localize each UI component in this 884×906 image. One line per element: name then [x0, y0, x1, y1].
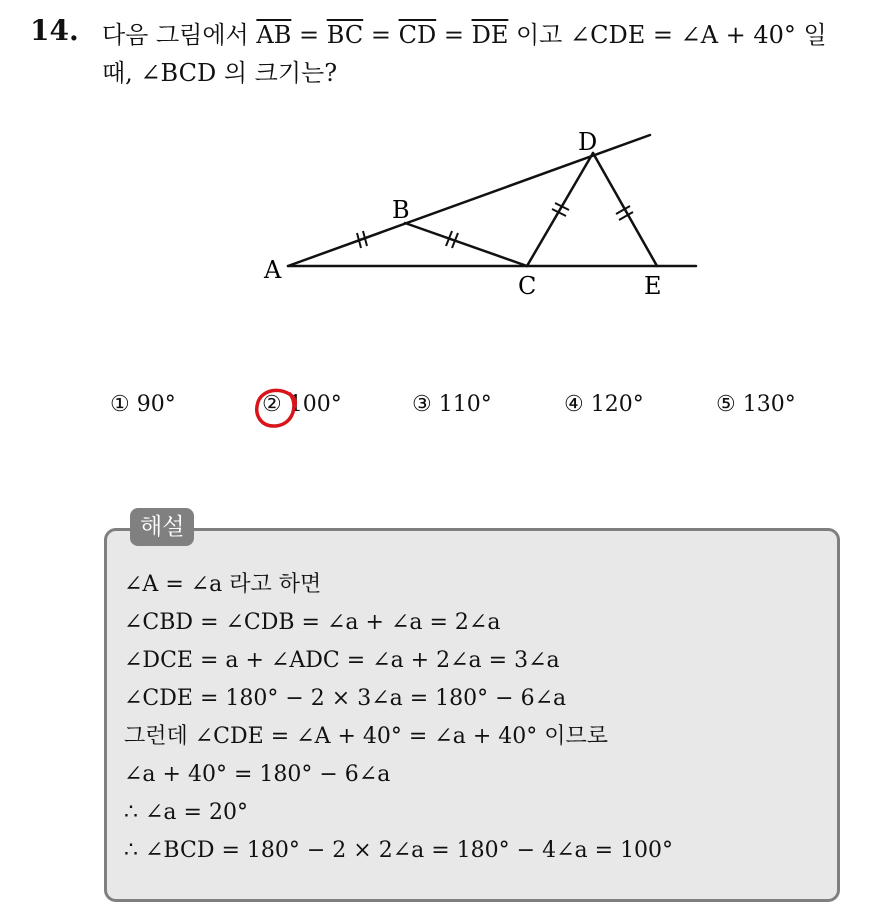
- question-text-before: 다음 그림에서: [102, 21, 249, 49]
- solution-line-4: ∠CDE = 180° − 2 × 3∠a = 180° − 6∠a: [124, 686, 567, 711]
- choice-3[interactable]: [412, 392, 492, 417]
- equals-sign: =: [298, 21, 320, 49]
- choice-1-value: 90°: [136, 392, 176, 417]
- choice-2-symbol: ②: [262, 392, 282, 417]
- solution-line-6: ∠a + 40° = 180° − 6∠a: [124, 762, 391, 787]
- choice-1-symbol: ①: [110, 392, 130, 417]
- line-b-c: [405, 223, 527, 266]
- choice-4-value: 120°: [590, 392, 644, 417]
- choice-5-symbol: ⑤: [716, 392, 736, 417]
- choice-3-symbol: ③: [412, 392, 432, 417]
- choice-4-symbol: ④: [564, 392, 584, 417]
- choice-5-value: 130°: [742, 392, 796, 417]
- choice-5[interactable]: [716, 392, 796, 417]
- answer-choices: [110, 392, 830, 426]
- label-c: C: [518, 272, 537, 300]
- solution-line-7: ∴ ∠a = 20°: [124, 800, 248, 825]
- choice-2-value: 100°: [288, 392, 342, 417]
- solution-lines: [124, 566, 673, 870]
- label-b: B: [392, 196, 410, 224]
- solution-line-5: 그런데 ∠CDE = ∠A + 40° = ∠a + 40° 이므로: [124, 724, 609, 749]
- solution-line-1: ∠A = ∠a 라고 하면: [124, 572, 322, 597]
- segment-bc: $\overline{BC}$: [326, 21, 364, 49]
- label-a: A: [264, 256, 282, 284]
- choice-3-value: 110°: [438, 392, 492, 417]
- question-text-line2: 때, ∠BCD 의 크기는?: [102, 59, 338, 87]
- solution-tab-label: 해설: [130, 508, 194, 546]
- selected-answer-circle-icon: [250, 384, 300, 432]
- segment-ab: $\overline{AB}$: [256, 21, 292, 49]
- equals-sign: =: [443, 21, 464, 49]
- equals-sign: =: [370, 21, 391, 49]
- question-text-mid: 이고 ∠CDE = ∠A + 40° 일: [515, 21, 827, 49]
- choice-4[interactable]: [564, 392, 644, 417]
- segment-de: $\overline{DE}$: [471, 21, 509, 49]
- segment-cd: $\overline{CD}$: [398, 21, 437, 49]
- question-number: 14.: [30, 14, 79, 47]
- geometry-figure: [0, 0, 884, 320]
- label-e: E: [644, 272, 662, 300]
- line-c-d: [527, 153, 593, 266]
- solution-line-8: ∴ ∠BCD = 180° − 2 × 2∠a = 180° − 4∠a = 100°: [124, 838, 674, 863]
- solution-line-2: ∠CBD = ∠CDB = ∠a + ∠a = 2∠a: [124, 610, 501, 635]
- solution-line-3: ∠DCE = a + ∠ADC = ∠a + 2∠a = 3∠a: [124, 648, 560, 673]
- label-d: D: [578, 128, 598, 156]
- choice-1[interactable]: [110, 392, 176, 417]
